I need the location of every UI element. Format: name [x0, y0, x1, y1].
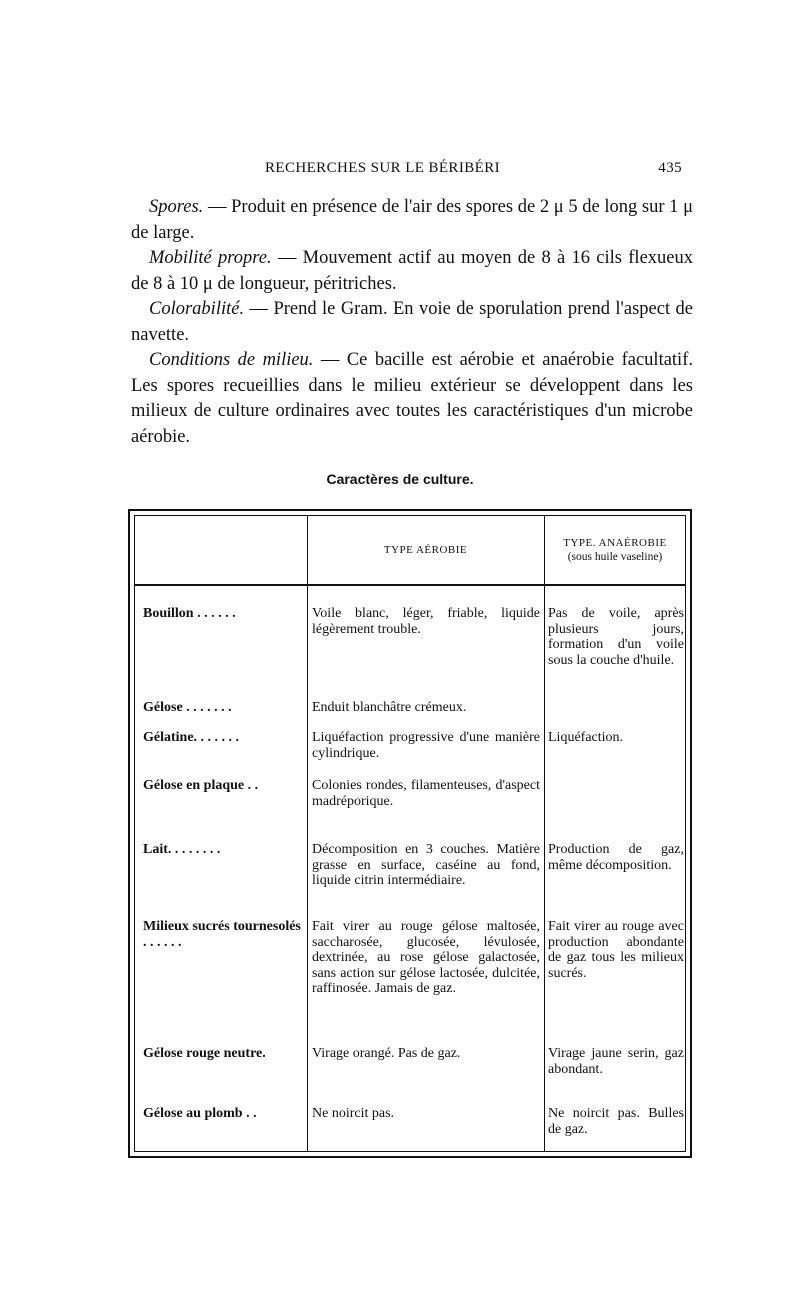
paragraph-conditions: [131, 348, 693, 450]
paragraph-term: Mobilité propre.: [149, 248, 272, 268]
body-text: [131, 195, 693, 450]
cell-anaerobie: Pas de voile, après plusieurs jours, formation d'un voile sous la couche d'huile.: [548, 606, 684, 668]
paragraph-term: Colorabilité.: [149, 299, 245, 319]
culture-table: [128, 509, 692, 1158]
cell-aerobie: Ne noircit pas.: [312, 1106, 395, 1121]
cell-aerobie: Virage orangé. Pas de gaz.: [312, 1046, 461, 1061]
cell-anaerobie: Liquéfaction.: [548, 730, 624, 745]
paragraph-text: — Prend le Gram. En voie de sporulation prend l'aspect de navette.: [131, 299, 693, 345]
cell-milieu: Bouillon . . . . . .: [143, 606, 236, 621]
cell-aerobie: Décomposition en 3 couches. Matière grasse en surface, caséine au fond, liquide citrin intermédiaire.: [312, 842, 540, 888]
cell-aerobie: Fait virer au rouge gélose maltosée, saccharosée, glucosée, lévulosée, dextrinée, au rose gélose galactosée, sans action sur gélose lactosée, dulcitée, raffinosée. Jamais de gaz.: [312, 919, 540, 996]
cell-aerobie: Liquéfaction progressive d'une manière cylindrique.: [312, 730, 540, 761]
paragraph-text: — Mouvement actif au moyen de 8 à 16 cils flexueux de 8 à 10 μ de longueur, péritriches.: [131, 248, 693, 294]
column-header-aerobie: TYPE AÉROBIE: [383, 544, 468, 556]
column-header-anaerobie-title: TYPE. ANAÉROBIE: [563, 537, 667, 549]
cell-aerobie: Enduit blanchâtre crémeux.: [312, 700, 467, 715]
cell-milieu: Milieux sucrés tournesolés . . . . . .: [143, 919, 301, 950]
table-caption: Caractères de culture.: [326, 471, 474, 487]
table-inner-frame: [134, 515, 686, 1152]
column-divider: [544, 516, 545, 1151]
column-divider: [307, 516, 308, 1151]
running-title: RECHERCHES SUR LE BÉRIBÉRI: [265, 160, 501, 176]
paragraph-mobilite: [131, 246, 693, 297]
column-header-anaerobie-subtitle: (sous huile vaseline): [567, 551, 663, 563]
paragraph-term: Conditions de milieu.: [149, 350, 314, 370]
cell-aerobie: Voile blanc, léger, friable, liquide légèrement trouble.: [312, 606, 540, 637]
paragraph-colorabilite: [131, 297, 693, 348]
paragraph-term: Spores.: [149, 197, 204, 217]
paragraph-text: — Produit en présence de l'air des spores de 2 μ 5 de long sur 1 μ de large.: [131, 197, 693, 243]
paragraph-spores: [131, 195, 693, 246]
cell-anaerobie: Virage jaune serin, gaz abondant.: [548, 1046, 684, 1077]
cell-milieu: Gélose rouge neutre.: [143, 1046, 266, 1061]
cell-anaerobie: Ne noircit pas. Bulles de gaz.: [548, 1106, 684, 1137]
paragraph-text: — Ce bacille est aérobie et anaérobie facultatif. Les spores recueillies dans le milieu extérieur se développent dans les milieux de culture ordinaires avec toutes les caractéristiques d'un microbe aérobie.: [131, 350, 693, 447]
cell-milieu: Lait. . . . . . . .: [143, 842, 221, 857]
cell-milieu: Gélatine. . . . . . .: [143, 730, 240, 745]
cell-anaerobie: Fait virer au rouge avec production abondante de gaz tous les milieux sucrés.: [548, 919, 684, 981]
header-rule: [135, 584, 685, 586]
cell-aerobie: Colonies rondes, filamenteuses, d'aspect madréporique.: [312, 778, 540, 809]
cell-milieu: Gélose en plaque . .: [143, 778, 259, 793]
cell-milieu: Gélose au plomb . .: [143, 1106, 257, 1121]
cell-anaerobie: Production de gaz, même décomposition.: [548, 842, 684, 873]
column-header-anaerobie: [544, 516, 686, 584]
running-header: [130, 160, 690, 184]
cell-milieu: Gélose . . . . . . .: [143, 700, 232, 715]
page-number: 435: [658, 160, 682, 176]
